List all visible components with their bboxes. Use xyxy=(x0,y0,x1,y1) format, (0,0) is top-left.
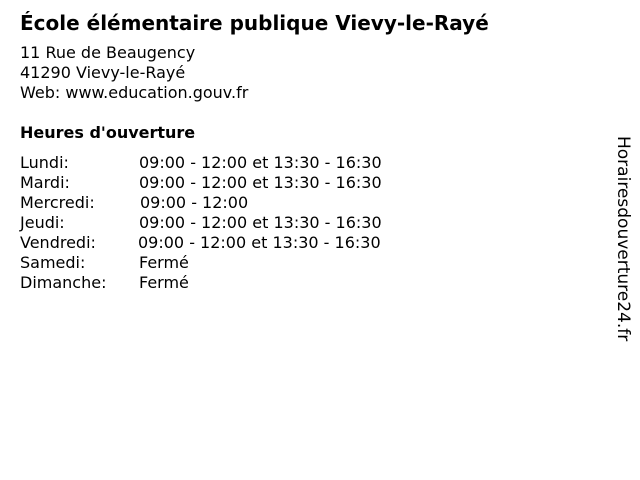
page-title: École élémentaire publique Vievy-le-Rayé xyxy=(20,11,489,35)
hours-heading: Heures d'ouverture xyxy=(20,123,196,142)
day-label: Mardi: xyxy=(20,173,70,192)
time-value: Fermé xyxy=(139,273,189,292)
time-value: 09:00 - 12:00 et 13:30 - 16:30 xyxy=(139,153,382,172)
day-label: Vendredi: xyxy=(20,233,96,252)
time-value: 09:00 - 12:00 xyxy=(140,193,249,212)
brand-watermark[interactable]: Horairesdouverture24.fr xyxy=(613,136,633,342)
day-label: Mercredi: xyxy=(20,193,95,212)
website-link[interactable]: Web: www.education.gouv.fr xyxy=(20,83,249,102)
time-value: 09:00 - 12:00 et 13:30 - 16:30 xyxy=(139,213,382,232)
address-city: 41290 Vievy-le-Rayé xyxy=(20,63,186,82)
time-value: 09:00 - 12:00 et 13:30 - 16:30 xyxy=(138,233,381,252)
day-label: Lundi: xyxy=(20,153,69,172)
time-value: 09:00 - 12:00 et 13:30 - 16:30 xyxy=(139,173,382,192)
day-label: Samedi: xyxy=(20,253,86,272)
day-label: Dimanche: xyxy=(20,273,107,292)
address-block xyxy=(20,43,248,103)
day-label: Jeudi: xyxy=(20,213,65,232)
address-street: 11 Rue de Beaugency xyxy=(20,43,196,62)
time-value: Fermé xyxy=(139,253,189,272)
